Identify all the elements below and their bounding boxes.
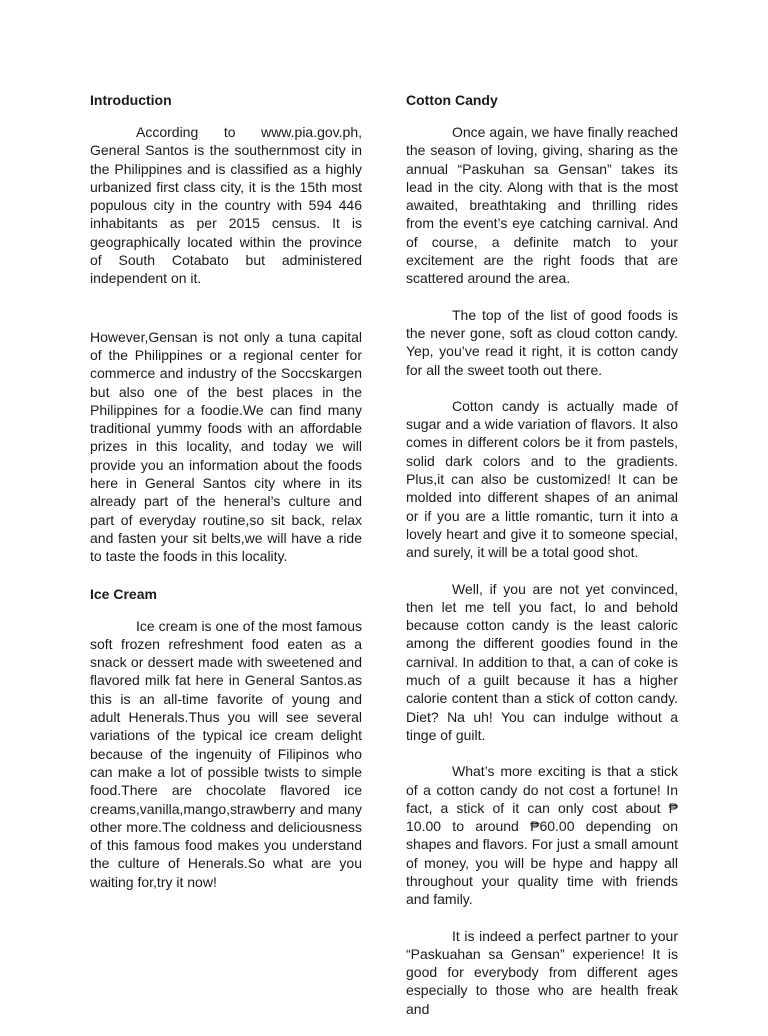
cotton-candy-heading: Cotton Candy <box>406 92 498 108</box>
ice-cream-paragraph: Ice cream is one of the most famous soft frozen refreshment food eaten as a snack or dessert made with sweetened and flavored milk fat here in General Santos.as this is an all-time favorite of young and adult Henerals.Thus you will see several variations of the typical ice cream delight because of the ingenuity of Filipinos who can make a lot of possible twists to simple food.There are chocolate flavored ice creams,vanilla,mango,strawberry and many other more.The coldness and deliciousness of this famous food makes you understand the culture of Henerals.So what are you waiting for,try it now! <box>90 617 362 890</box>
cotton-candy-paragraph-2: The top of the list of good foods is the never gone, soft as cloud cotton candy. Yep, you’ve read it right, it is cotton candy for all the sweet tooth out there. <box>406 306 678 378</box>
introduction-heading: Introduction <box>90 92 172 108</box>
cotton-candy-paragraph-4: Well, if you are not yet convinced, then let me tell you fact, lo and behold because cotton candy is the least caloric among the different goodies found in the carnival. In addition to that, a can of coke is much of a guilt because it has a higher calorie content than a stick of cotton candy. Diet? Na uh! You can indulge without a tinge of guilt. <box>406 580 678 743</box>
cotton-candy-paragraph-1: Once again, we have finally reached the season of loving, giving, sharing as the annual “Paskuhan sa Gensan” takes its lead in the city. Along with that is the most awaited, breathtaking and thrilling rides from the event’s eye catching carnival. And of course, a definite match to your excitement are the right foods that are scattered around the area. <box>406 124 678 287</box>
introduction-paragraph-2: However,Gensan is not only a tuna capital of the Philippines or a regional center for commerce and industry of the Soccskargen but also one of the best places in the Philippines for a foodie.We can find many traditional yummy foods with an affordable prizes in this locality, and today we will provide you an information about the foods here in General Santos city where in its already part of the heneral’s culture and part of everyday routine,so sit back, relax and fasten your sit belts,we will have a ride to taste the foods in this locality. <box>90 328 362 565</box>
paragraph-spacer <box>90 306 362 328</box>
left-column <box>90 90 362 909</box>
cotton-candy-paragraph-5: What’s more exciting is that a stick of a cotton candy do not cost a fortune! In fact, a stick of it can only cost about ₱ 10.00 to around ₱60.00 depending on shapes and flavors. For just a small amount of money, you will be hype and happy all throughout your quality time with friends and family. <box>406 763 678 908</box>
ice-cream-heading: Ice Cream <box>90 585 157 602</box>
cotton-candy-paragraph-6: It is indeed a perfect partner to your “Paskuahan sa Gensan” experience! It is good for everybody from different ages especially to those who are health freak and <box>406 927 678 1017</box>
introduction-paragraph-1: According to www.pia.gov.ph, General Santos is the southernmost city in the Philippines and is classified as a highly urbanized first class city, it is the 15th most populous city in the country with 594 446 inhabitants as per 2015 census. It is geographically located within the province of South Cotabato but administered independent on it. <box>90 124 362 287</box>
cotton-candy-paragraph-3: Cotton candy is actually made of sugar and a wide variation of flavors. It also comes in different colors be it from pastels, solid dark colors and to the gradients. Plus,it can also be customized! It can be molded into different shapes of an animal or if you are a little romantic, turn it into a lovely heart and give it to someone special, and surely, it will be a total good shot. <box>406 397 678 561</box>
right-column <box>406 90 678 1036</box>
